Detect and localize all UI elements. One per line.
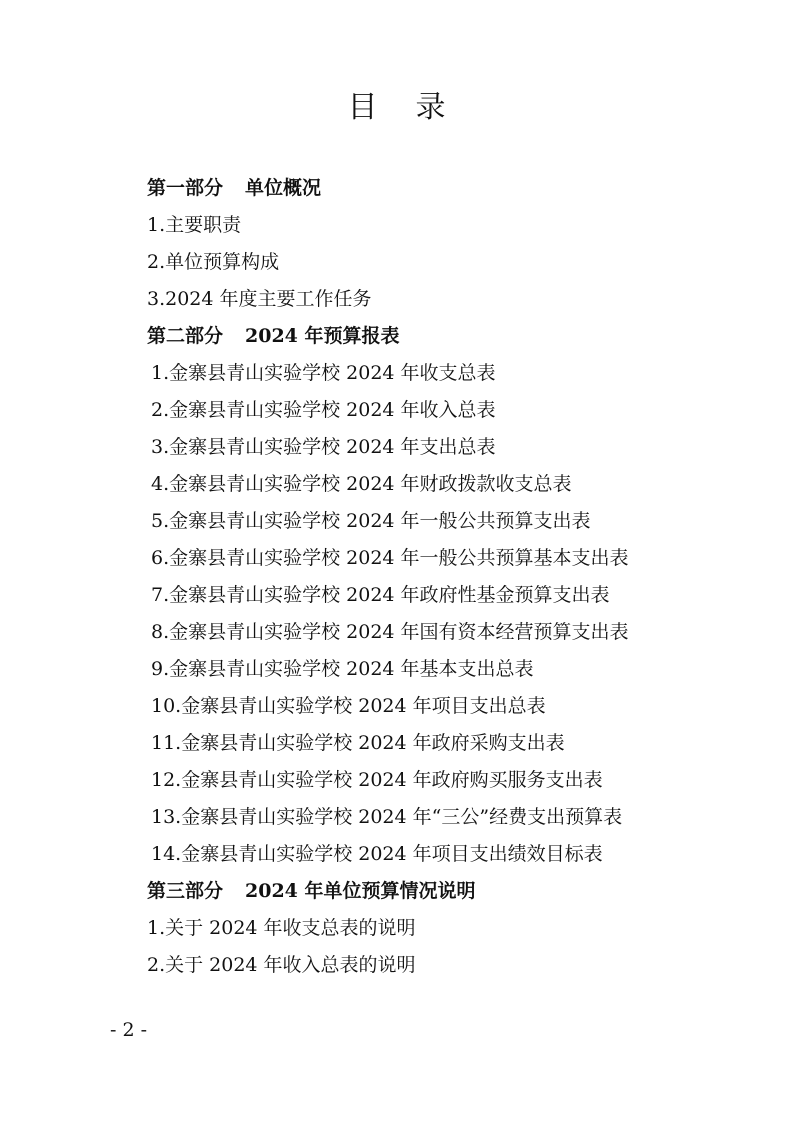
toc-item: 2.关于 2024 年收入总表的说明	[147, 954, 416, 976]
toc-part-title: 2024 年单位预算情况说明	[245, 880, 476, 902]
toc-item: 3.金寨县青山实验学校 2024 年支出总表	[151, 436, 496, 458]
toc-item: 5.金寨县青山实验学校 2024 年一般公共预算支出表	[151, 510, 591, 532]
toc-item: 14.金寨县青山实验学校 2024 年项目支出绩效目标表	[151, 843, 603, 865]
toc-item: 9.金寨县青山实验学校 2024 年基本支出总表	[151, 658, 534, 680]
toc-part-label: 第三部分	[147, 880, 224, 902]
toc-part-title: 2024 年预算报表	[245, 325, 400, 347]
table-of-contents	[147, 170, 747, 984]
toc-item: 7.金寨县青山实验学校 2024 年政府性基金预算支出表	[151, 584, 610, 606]
toc-item: 1.主要职责	[147, 214, 242, 236]
toc-part-heading	[147, 318, 747, 355]
toc-item: 2.金寨县青山实验学校 2024 年收入总表	[151, 399, 496, 421]
toc-item: 12.金寨县青山实验学校 2024 年政府购买服务支出表	[151, 769, 603, 791]
toc-item: 8.金寨县青山实验学校 2024 年国有资本经营预算支出表	[151, 621, 629, 643]
toc-item: 10.金寨县青山实验学校 2024 年项目支出总表	[151, 695, 546, 717]
toc-item: 1.关于 2024 年收支总表的说明	[147, 917, 416, 939]
toc-part-title: 单位概况	[245, 177, 322, 199]
toc-item: 3.2024 年度主要工作任务	[147, 288, 372, 310]
page-title: 目录	[347, 90, 484, 125]
toc-item: 11.金寨县青山实验学校 2024 年政府采购支出表	[151, 732, 565, 754]
toc-part-heading	[147, 170, 747, 207]
page-number: - 2 -	[110, 1019, 148, 1041]
toc-item: 4.金寨县青山实验学校 2024 年财政拨款收支总表	[151, 473, 572, 495]
toc-item: 13.金寨县青山实验学校 2024 年“三公”经费支出预算表	[151, 806, 623, 828]
toc-part-label: 第一部分	[147, 177, 224, 199]
toc-item: 6.金寨县青山实验学校 2024 年一般公共预算基本支出表	[151, 547, 629, 569]
toc-part-heading	[147, 873, 747, 910]
toc-item: 2.单位预算构成	[147, 251, 280, 273]
toc-part-label: 第二部分	[147, 325, 224, 347]
toc-item: 1.金寨县青山实验学校 2024 年收支总表	[151, 362, 496, 384]
